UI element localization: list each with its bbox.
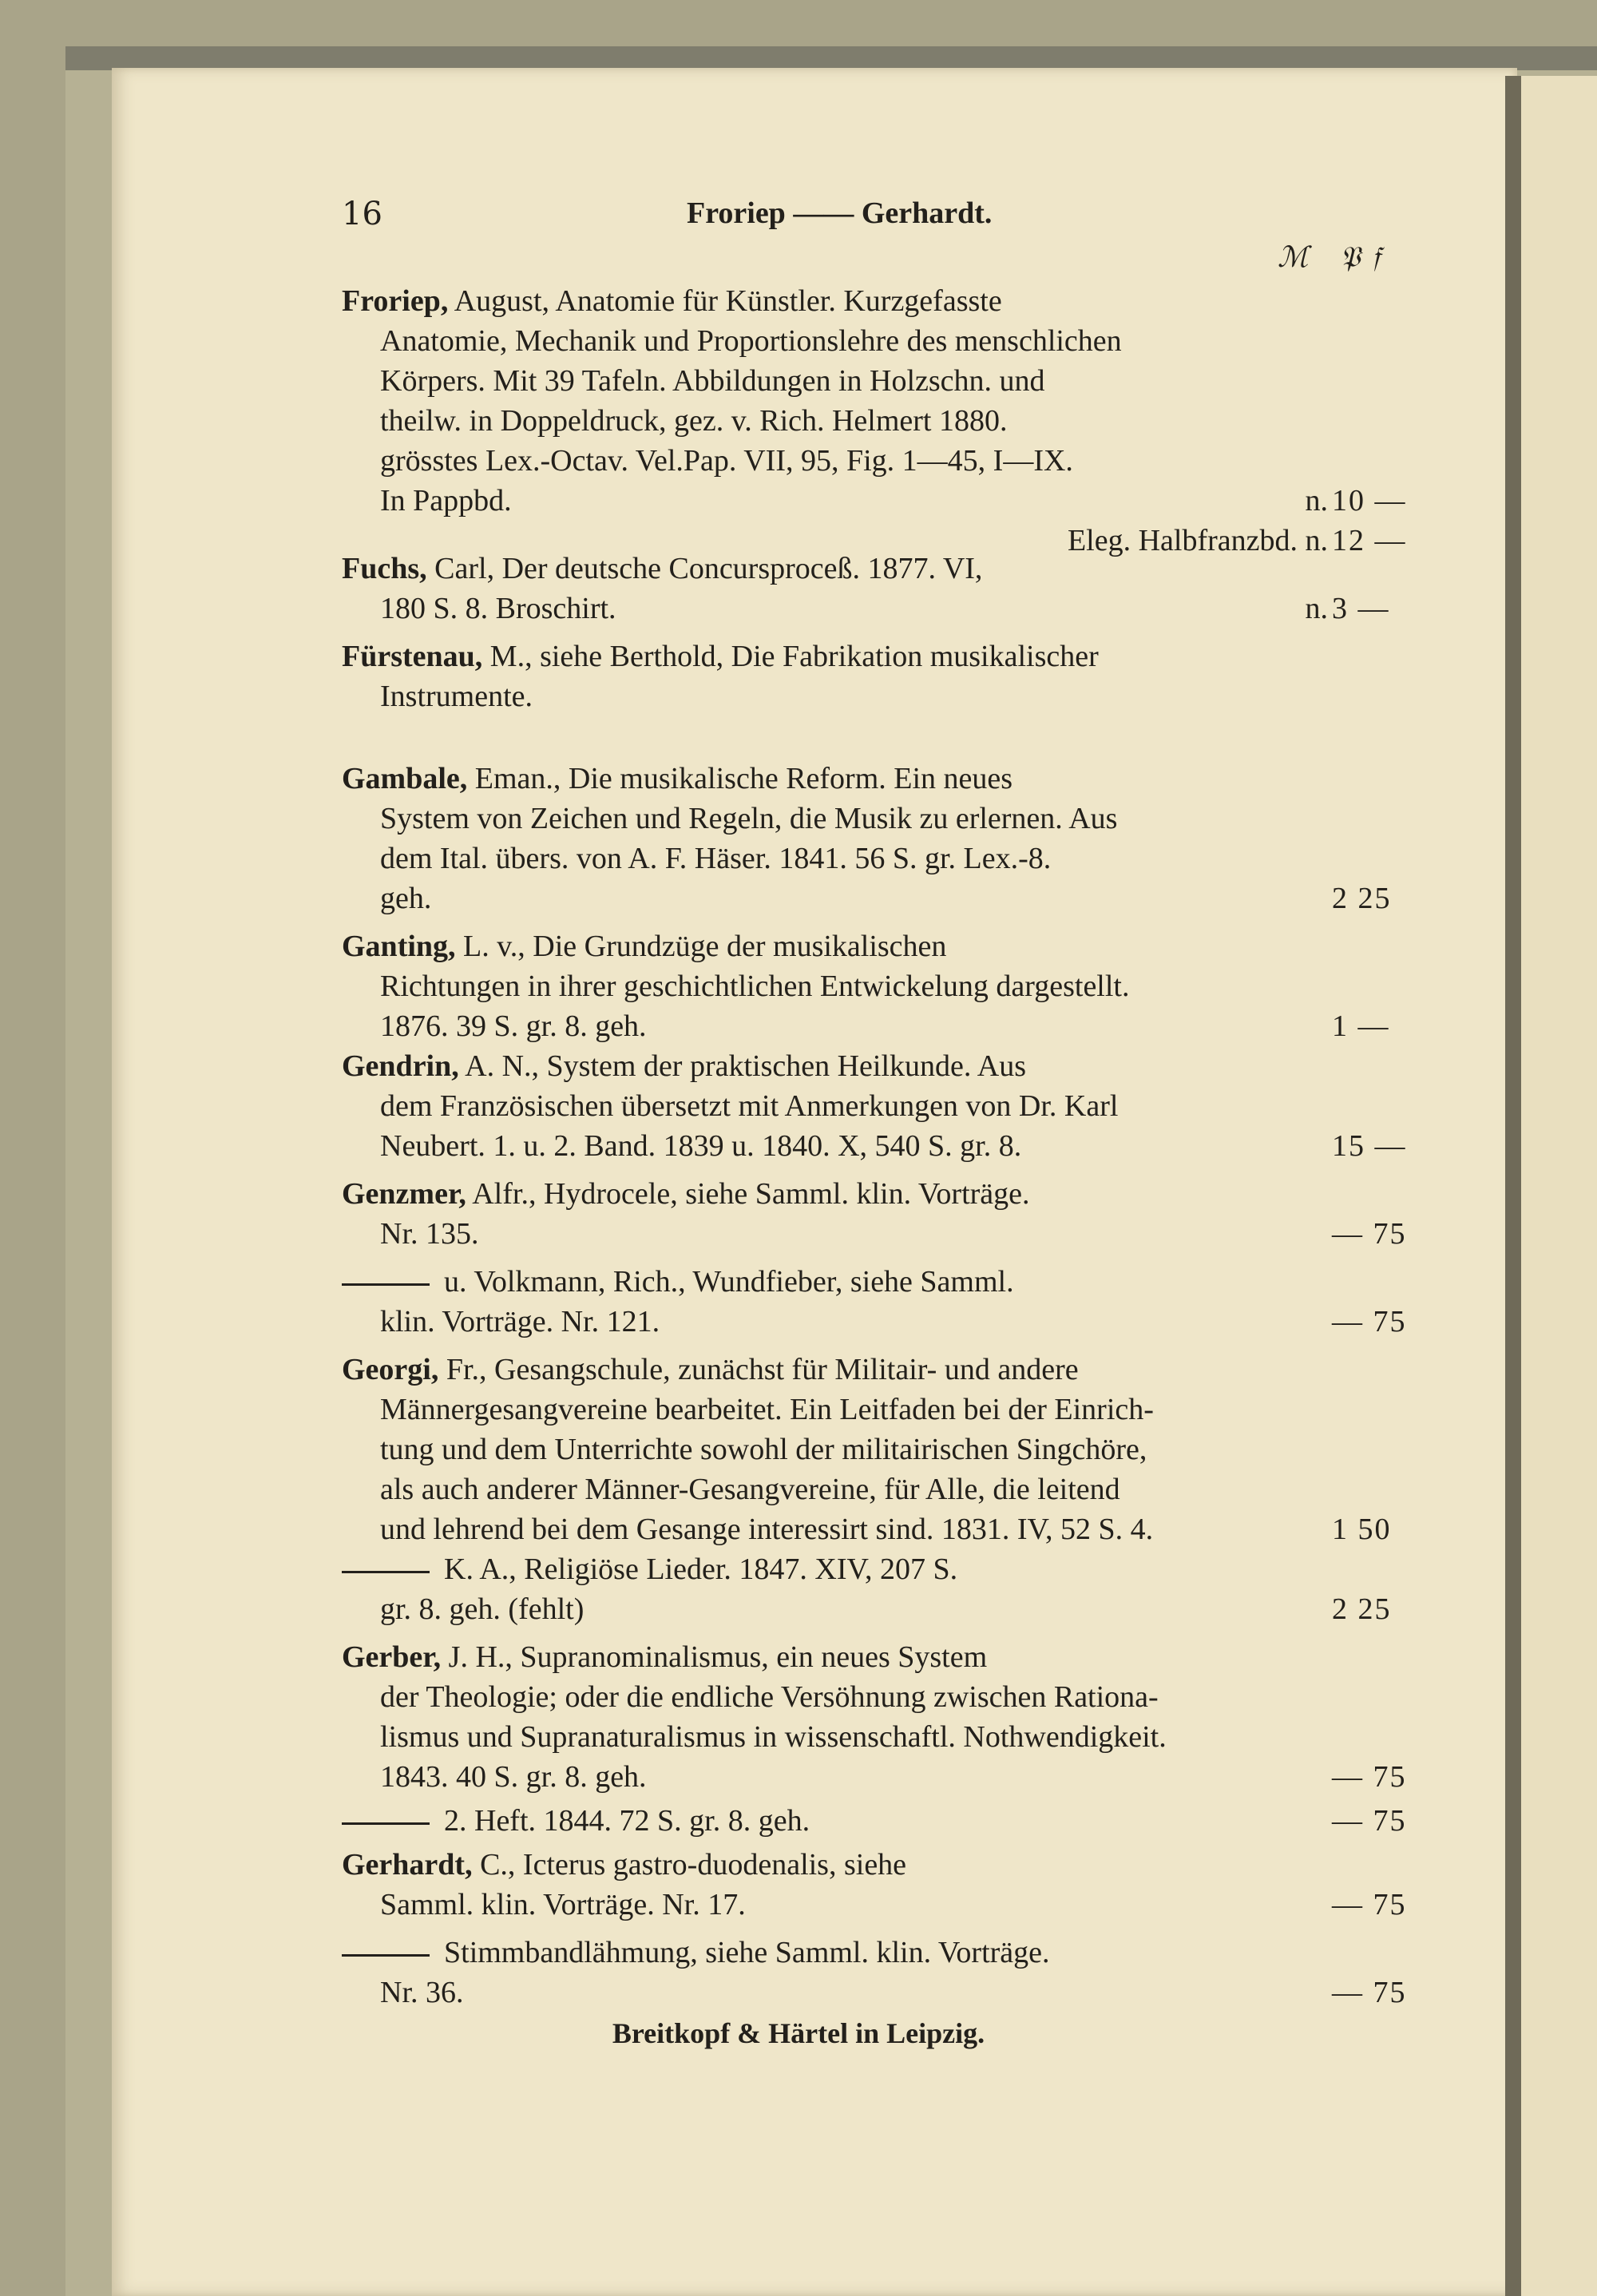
entry-binding-note: n. — [1305, 484, 1328, 517]
entry-text: 1843. 40 S. gr. 8. geh. — [380, 1760, 647, 1794]
entry-author: Gambale, — [342, 762, 468, 795]
entry-author: Fuchs, — [342, 552, 427, 585]
entry-text: Eman., Die musikalische Reform. Ein neues — [467, 762, 1013, 795]
entry-price: 12 — — [1332, 524, 1407, 557]
entry-line — [342, 799, 1428, 839]
entry-line — [342, 1086, 1428, 1126]
entry-line — [342, 1933, 1428, 1973]
entry-line — [342, 1174, 1428, 1214]
entry-text: L. v., Die Grundzüge der musikalischen — [455, 930, 947, 963]
entry-line — [342, 676, 1428, 716]
entry-line — [342, 1973, 1428, 2012]
entry-line — [342, 1757, 1428, 1797]
entry-text: Richtungen in ihrer geschichtlichen Entwickelung dargestellt. — [380, 970, 1130, 1003]
entry-line — [342, 1509, 1428, 1549]
entry-line — [342, 1717, 1428, 1757]
next-page-edge — [1521, 76, 1597, 2296]
currency-header: ℳ 𝔓𝔣 — [1278, 241, 1392, 274]
catalog-entry — [342, 1801, 1428, 1841]
catalog-entry — [342, 1845, 1428, 1925]
entry-line — [342, 1430, 1428, 1469]
catalog-entry — [342, 1262, 1428, 1342]
entry-line — [342, 1262, 1428, 1302]
entry-text: Samml. klin. Vorträge. Nr. 17. — [380, 1888, 746, 1921]
catalog-entry — [342, 1549, 1428, 1629]
entry-author: Gerhardt, — [342, 1848, 473, 1882]
entry-line — [342, 966, 1428, 1006]
page-number: 16 — [342, 196, 382, 232]
running-head — [0, 196, 1597, 244]
entry-price: 1 50 — [1332, 1513, 1392, 1546]
entry-line — [342, 1046, 1428, 1086]
entry-author: Ganting, — [342, 930, 456, 963]
entry-line — [342, 1637, 1428, 1677]
entry-text: grösstes Lex.-Octav. Vel.Pap. VII, 95, Fig. 1—45, I—IX. — [380, 444, 1073, 478]
entry-line — [342, 589, 1428, 629]
entry-price: — 75 — [1332, 1217, 1407, 1251]
publisher-footer: Breitkopf & Härtel in Leipzig. — [612, 2017, 985, 2049]
entry-line — [342, 1549, 1428, 1589]
entry-line — [342, 839, 1428, 878]
entry-text: der Theologie; oder die endliche Versöhnung zwischen Rationa- — [380, 1680, 1159, 1714]
entry-line — [342, 1350, 1428, 1390]
entry-text: geh. — [380, 882, 432, 915]
entry-price: 1 — — [1332, 1009, 1390, 1043]
catalog-entry — [342, 926, 1428, 1046]
entry-line — [342, 926, 1428, 966]
entry-text: August, Anatomie für Künstler. Kurzgefasste — [448, 284, 1002, 318]
entry-text: dem Französischen übersetzt mit Anmerkungen von Dr. Karl — [380, 1089, 1119, 1123]
entry-price: 3 — — [1332, 592, 1390, 625]
entry-text: C., Icterus gastro-duodenalis, siehe — [472, 1848, 907, 1882]
entry-line — [342, 549, 1428, 589]
entry-text: 1876. 39 S. gr. 8. geh. — [380, 1009, 647, 1043]
entry-line — [342, 441, 1428, 481]
entry-line — [342, 1469, 1428, 1509]
entry-text: 2. Heft. 1844. 72 S. gr. 8. geh. — [444, 1804, 810, 1838]
entry-text: Nr. 135. — [380, 1217, 479, 1251]
entry-text: Stimmbandlähmung, siehe Samml. klin. Vorträge. — [444, 1936, 1050, 1969]
entry-line — [342, 878, 1428, 918]
entry-line — [342, 401, 1428, 441]
entry-text: Carl, Der deutsche Concursproceß. 1877. VI, — [426, 552, 983, 585]
entry-text: Nr. 36. — [380, 1976, 464, 2009]
running-title: Froriep —— Gerhardt. — [687, 196, 993, 230]
entry-author: Georgi, — [342, 1353, 439, 1386]
catalog-entry — [342, 759, 1428, 918]
book-board-edge — [65, 46, 1597, 70]
entry-line — [342, 1885, 1428, 1925]
entry-text: als auch anderer Männer-Gesangvereine, für Alle, die leitend — [380, 1473, 1120, 1506]
ditto-dash — [342, 1954, 430, 1957]
entry-text: Männergesangvereine bearbeitet. Ein Leitfaden bei der Einrich- — [380, 1393, 1154, 1426]
entry-author: Gerber, — [342, 1640, 442, 1674]
ditto-dash — [342, 1822, 430, 1825]
entry-text: Fr., Gesangschule, zunächst für Militair- und andere — [438, 1353, 1079, 1386]
entry-line — [342, 281, 1428, 321]
catalog-entry — [342, 1350, 1428, 1549]
entry-price: 2 25 — [1332, 882, 1392, 915]
entry-line — [342, 1677, 1428, 1717]
entry-text: 180 S. 8. Broschirt. — [380, 592, 616, 625]
entry-line — [342, 1126, 1428, 1166]
entry-price: — 75 — [1332, 1976, 1407, 2009]
entry-price: — 75 — [1332, 1888, 1407, 1921]
catalog-entry — [342, 549, 1428, 629]
entry-line — [342, 1801, 1428, 1841]
entry-line — [342, 321, 1428, 361]
entry-text: dem Ital. übers. von A. F. Häser. 1841. 56 S. gr. Lex.-8. — [380, 842, 1052, 875]
entry-binding-note: Eleg. Halbfranzbd. n. — [1067, 524, 1328, 557]
entry-text: In Pappbd. — [380, 484, 512, 517]
entry-line — [342, 361, 1428, 401]
entry-author: Gendrin, — [342, 1049, 459, 1083]
entry-text: gr. 8. geh. (fehlt) — [380, 1592, 585, 1626]
entry-line — [342, 481, 1428, 521]
entry-line — [342, 1589, 1428, 1629]
entry-text: A. N., System der praktischen Heilkunde. Aus — [458, 1049, 1027, 1083]
catalog-entry — [342, 1174, 1428, 1254]
entry-author: Genzmer, — [342, 1177, 466, 1211]
ditto-dash — [342, 1571, 430, 1573]
book-gutter — [1505, 76, 1523, 2296]
entry-text: Körpers. Mit 39 Tafeln. Abbildungen in Holzschn. und — [380, 364, 1045, 398]
ditto-dash — [342, 1283, 430, 1286]
entry-text: System von Zeichen und Regeln, die Musik zu erlernen. Aus — [380, 802, 1118, 835]
entry-author: Froriep, — [342, 284, 449, 318]
entry-text: tung und dem Unterrichte sowohl der militairischen Singchöre, — [380, 1433, 1147, 1466]
entry-text: u. Volkmann, Rich., Wundfieber, siehe Samml. — [444, 1265, 1014, 1299]
entry-price: 2 25 — [1332, 1592, 1392, 1626]
entry-line — [342, 1006, 1428, 1046]
entry-text: Alfr., Hydrocele, siehe Samml. klin. Vorträge. — [466, 1177, 1030, 1211]
catalog-entry — [342, 281, 1428, 561]
entry-text: lismus und Supranaturalismus in wissenschaftl. Nothwendigkeit. — [380, 1720, 1167, 1754]
entry-line — [342, 1302, 1428, 1342]
entry-price: 15 — — [1332, 1129, 1407, 1163]
entry-author: Fürstenau, — [342, 640, 483, 673]
entry-line — [342, 636, 1428, 676]
entry-price: — 75 — [1332, 1305, 1407, 1338]
entry-line — [342, 759, 1428, 799]
entry-binding-note: n. — [1305, 592, 1328, 625]
entry-text: J. H., Supranominalismus, ein neues System — [441, 1640, 988, 1674]
entry-line — [342, 1390, 1428, 1430]
entry-price: — 75 — [1332, 1760, 1407, 1794]
entry-text: Instrumente. — [380, 680, 533, 713]
entry-text: Anatomie, Mechanik und Proportionslehre des menschlichen — [380, 324, 1122, 358]
entry-text: M., siehe Berthold, Die Fabrikation musikalischer — [482, 640, 1099, 673]
catalog-entry — [342, 1637, 1428, 1797]
catalog-entry — [342, 1046, 1428, 1166]
catalog-entry — [342, 1933, 1428, 2012]
entry-text: und lehrend bei dem Gesange interessirt sind. 1831. IV, 52 S. 4. — [380, 1513, 1154, 1546]
entry-line — [342, 1845, 1428, 1885]
entry-line — [342, 1214, 1428, 1254]
entry-price: 10 — — [1332, 484, 1407, 517]
catalog-entry — [342, 636, 1428, 716]
entry-price: — 75 — [1332, 1804, 1407, 1838]
entry-text: K. A., Religiöse Lieder. 1847. XIV, 207 S. — [444, 1552, 958, 1586]
entry-text: klin. Vorträge. Nr. 121. — [380, 1305, 660, 1338]
entry-text: Neubert. 1. u. 2. Band. 1839 u. 1840. X, 540 S. gr. 8. — [380, 1129, 1022, 1163]
entry-text: theilw. in Doppeldruck, gez. v. Rich. Helmert 1880. — [380, 404, 1008, 438]
